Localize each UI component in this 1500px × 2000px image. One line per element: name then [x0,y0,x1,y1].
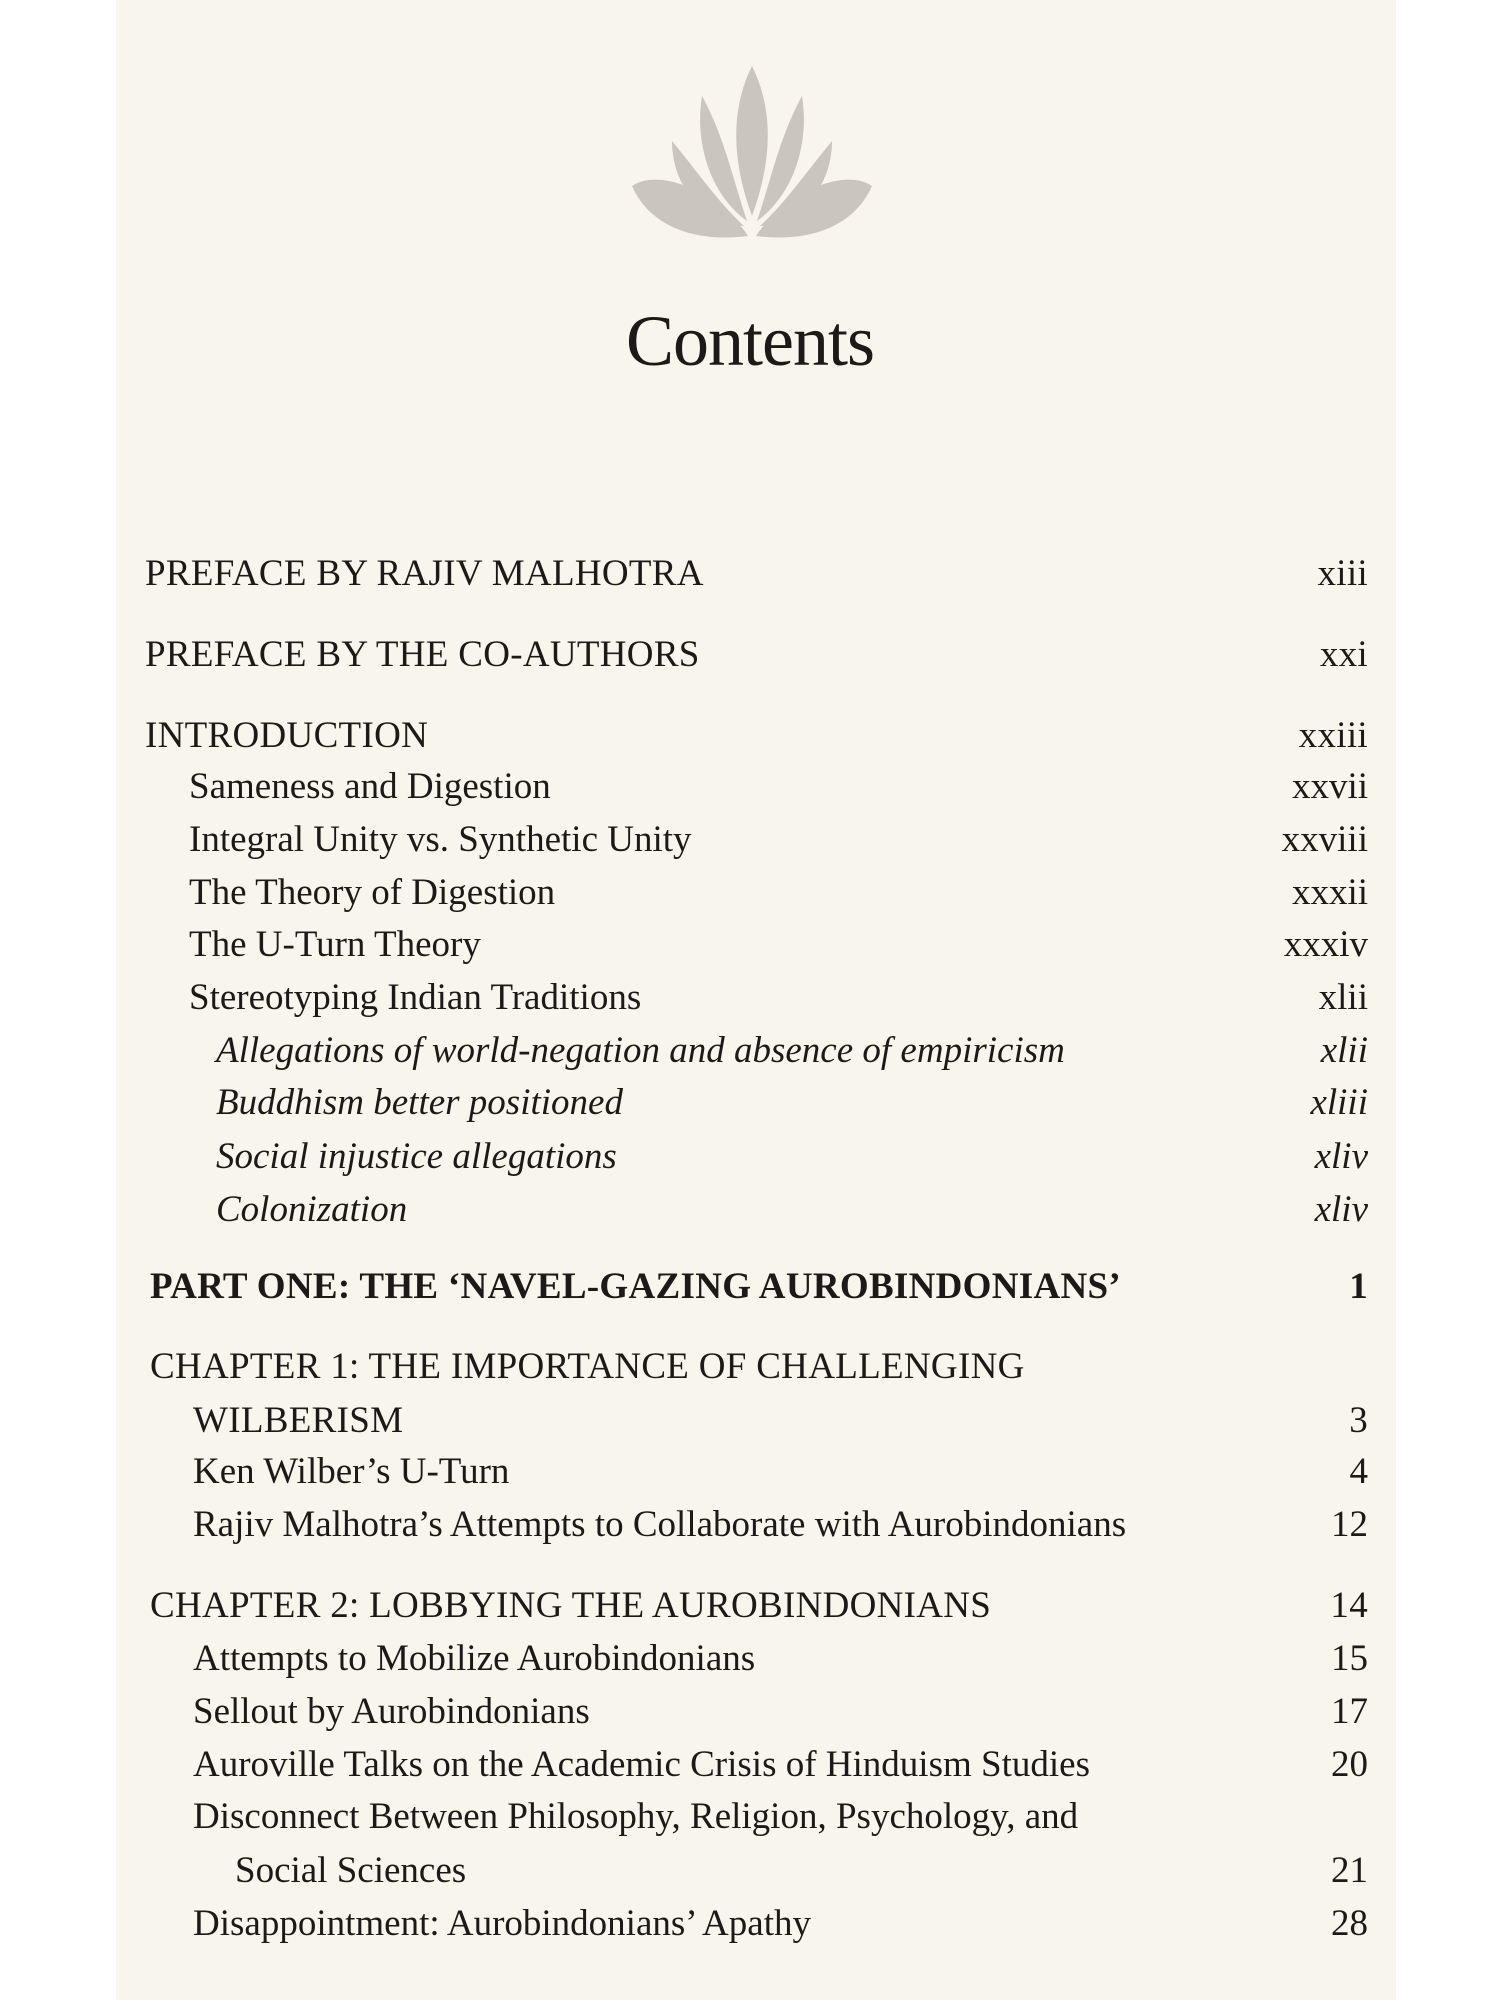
toc-entry-title: The Theory of Digestion [189,872,556,913]
toc-entry-title: Colonization [216,1189,408,1230]
toc-entry-page: 21 [1331,1850,1368,1891]
toc-entry-title: Rajiv Malhotra’s Attempts to Collaborate with Aurobindonians [193,1504,1127,1545]
toc-entry-page: 17 [1331,1691,1368,1732]
toc-entry-page: xxviii [1281,819,1368,860]
toc-entry [0,1690,1500,1734]
toc-entry [0,871,1500,915]
toc-entry [0,1188,1500,1232]
toc-entry [0,1265,1500,1309]
toc-entry-page: 12 [1331,1504,1368,1545]
toc-entry [0,976,1500,1020]
toc-entry-title: Social injustice allegations [216,1136,617,1177]
toc-entry-page: 14 [1330,1585,1368,1626]
toc-entry-title: Integral Unity vs. Synthetic Unity [189,819,692,860]
toc-entry-page: 15 [1331,1638,1368,1679]
toc-entry [0,714,1500,758]
toc-entry [0,1584,1500,1628]
lotus-icon [632,66,872,242]
toc-entry [0,1135,1500,1179]
toc-entry-title: Social Sciences [235,1850,467,1891]
toc-entry-title: INTRODUCTION [145,715,429,756]
toc-entry [0,633,1500,677]
toc-entry-page: xlii [1320,1030,1368,1071]
toc-entry-title: Ken Wilber’s U-Turn [193,1451,510,1492]
toc-entry [0,1795,1500,1839]
toc-entry-page: xlii [1318,977,1368,1018]
toc-entry-page: xxvii [1291,766,1368,807]
toc-entry [0,818,1500,862]
toc-entry-page: 3 [1349,1400,1368,1441]
toc-entry-title: Disconnect Between Philosophy, Religion, Psychology, and [193,1796,1079,1837]
toc-entry-title: CHAPTER 2: LOBBYING THE AUROBINDONIANS [150,1585,992,1626]
toc-entry [0,1743,1500,1787]
toc-entry-page: xxxiv [1283,924,1368,965]
toc-entry [0,1029,1500,1073]
toc-entry-title: Auroville Talks on the Academic Crisis of Hinduism Studies [193,1744,1090,1785]
toc-entry-title: PART ONE: THE ‘NAVEL-GAZING AUROBINDONIANS’ [150,1266,1121,1307]
toc-entry [0,1637,1500,1681]
toc-entry [0,1503,1500,1547]
toc-entry [0,1902,1500,1946]
toc-entry-title: PREFACE BY THE CO-AUTHORS [145,634,700,675]
toc-entry-title: Allegations of world-negation and absence of empiricism [216,1030,1065,1071]
toc-entry-page: xxxii [1291,872,1368,913]
toc-entry-page: xliv [1314,1189,1368,1230]
toc-entry-page: xxi [1319,634,1368,675]
toc-entry [0,1849,1500,1893]
toc-entry [0,765,1500,809]
toc-entry [0,1399,1500,1443]
toc-entry [0,1081,1500,1125]
toc-entry [0,1450,1500,1494]
toc-entry [0,552,1500,596]
toc-entry [0,1345,1500,1389]
toc-entry-title: Disappointment: Aurobindonians’ Apathy [193,1903,811,1944]
toc-entry-page: 4 [1349,1451,1368,1492]
toc-entry-page: xxiii [1298,715,1368,756]
toc-entry-title: Sameness and Digestion [189,766,551,807]
page-title: Contents [625,301,874,381]
toc-entry-page: xliv [1314,1136,1368,1177]
toc-entry-title: Buddhism better positioned [216,1082,623,1123]
toc-entry [0,923,1500,967]
toc-entry-page: xliii [1310,1082,1368,1123]
toc-entry-page: 20 [1331,1744,1368,1785]
toc-entry-title: The U-Turn Theory [189,924,481,965]
toc-entry-page: 28 [1331,1903,1368,1944]
toc-entry-title: CHAPTER 1: THE IMPORTANCE OF CHALLENGING [150,1346,1025,1387]
toc-entry-title: Sellout by Aurobindonians [193,1691,590,1732]
toc-entry-page: xiii [1317,553,1368,594]
toc-entry-title: Attempts to Mobilize Aurobindonians [193,1638,756,1679]
toc-entry-page: 1 [1349,1266,1368,1307]
toc-entry-title: PREFACE BY RAJIV MALHOTRA [145,553,704,594]
toc-entry-title: Stereotyping Indian Traditions [189,977,642,1018]
toc-entry-title: WILBERISM [193,1400,404,1441]
